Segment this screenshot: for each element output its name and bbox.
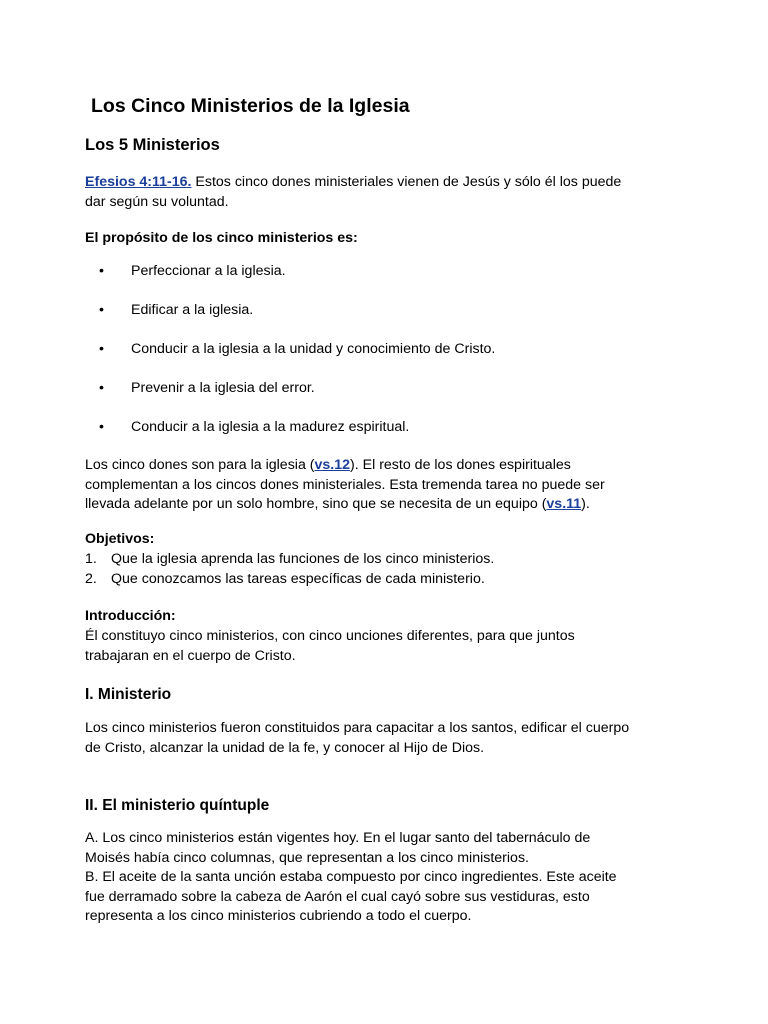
introduction-heading: Introducción: <box>85 608 176 624</box>
purpose-text: Edificar a la iglesia. <box>131 302 254 318</box>
objective-text: Que conozcamos las tareas específicas de cada ministerio. <box>111 570 485 587</box>
intro-paragraph <box>85 173 695 212</box>
introduction-line: Él constituyo cinco ministerios, con cinco unciones diferentes, para que juntos <box>85 628 575 644</box>
reference-link-efesios[interactable]: Efesios 4:11-16. <box>85 174 192 190</box>
section-heading-quintuple: II. El ministerio quíntuple <box>85 797 270 814</box>
reference-link-vs11[interactable]: vs.11 <box>546 496 582 512</box>
list-item <box>99 340 699 379</box>
bullet-icon: • <box>99 341 104 357</box>
list-item <box>99 301 699 340</box>
document-title: Los Cinco Ministerios de la Iglesia <box>91 95 410 117</box>
item-number: 2. <box>85 570 97 587</box>
gifts-paragraph <box>85 456 695 515</box>
gifts-text: Los cinco dones son para la iglesia ( <box>85 457 315 473</box>
intro-line-2: dar según su voluntad. <box>85 193 229 210</box>
purpose-text: Prevenir a la iglesia del error. <box>131 380 315 396</box>
purpose-heading: El propósito de los cinco ministerios es: <box>85 230 358 246</box>
list-item <box>85 570 685 590</box>
quintuple-line: fue derramado sobre la cabeza de Aarón el cual cayó sobre sus vestiduras, esto <box>85 888 590 905</box>
section-subtitle: Los 5 Ministerios <box>85 136 220 154</box>
intro-line-1: Estos cinco dones ministeriales vienen de Jesús y sólo él los puede <box>191 174 622 190</box>
objectives-list <box>85 550 685 589</box>
bullet-icon: • <box>99 263 104 279</box>
list-item <box>99 379 699 418</box>
gifts-text: ). <box>581 496 590 512</box>
ministerio-line: de Cristo, alcanzar la unidad de la fe, y conocer al Hijo de Dios. <box>85 739 485 756</box>
purpose-text: Conducir a la iglesia a la madurez espiritual. <box>131 419 410 435</box>
quintuple-line: representa a los cinco ministerios cubriendo a todo el cuerpo. <box>85 908 472 924</box>
bullet-icon: • <box>99 419 104 435</box>
quintuple-paragraph <box>85 829 705 927</box>
introduction-line: trabajaran en el cuerpo de Cristo. <box>85 647 296 664</box>
list-item <box>85 550 685 570</box>
ministerio-line: Los cinco ministerios fueron constituidos para capacitar a los santos, edificar el cuerpo <box>85 720 630 736</box>
list-item <box>99 262 699 301</box>
reference-link-vs12[interactable]: vs.12 <box>314 457 351 473</box>
introduction-paragraph <box>85 627 695 666</box>
quintuple-line: A. Los cinco ministerios están vigentes hoy. En el lugar santo del tabernáculo de <box>85 830 591 846</box>
quintuple-line: B. El aceite de la santa unción estaba compuesto por cinco ingredientes. Este aceite <box>85 869 617 885</box>
ministerio-paragraph <box>85 719 695 758</box>
item-number: 1. <box>85 551 97 567</box>
objective-text: Que la iglesia aprenda las funciones de los cinco ministerios. <box>111 551 495 567</box>
purpose-text: Conducir a la iglesia a la unidad y conocimiento de Cristo. <box>131 341 496 357</box>
bullet-icon: • <box>99 302 104 318</box>
gifts-text: llevada adelante por un solo hombre, sino que se necesita de un equipo ( <box>85 496 547 512</box>
purpose-text: Perfeccionar a la iglesia. <box>131 263 286 279</box>
bullet-icon: • <box>99 380 104 396</box>
gifts-text: complementan a los cincos dones ministeriales. Esta tremenda tarea no puede ser <box>85 476 605 493</box>
objectives-heading: Objetivos: <box>85 531 155 547</box>
purpose-list <box>99 262 699 457</box>
quintuple-line: Moisés había cinco columnas, que representan a los cinco ministerios. <box>85 849 529 866</box>
list-item <box>99 418 699 457</box>
gifts-text: ). El resto de los dones espirituales <box>350 457 571 473</box>
section-heading-ministerio: I. Ministerio <box>85 686 172 703</box>
